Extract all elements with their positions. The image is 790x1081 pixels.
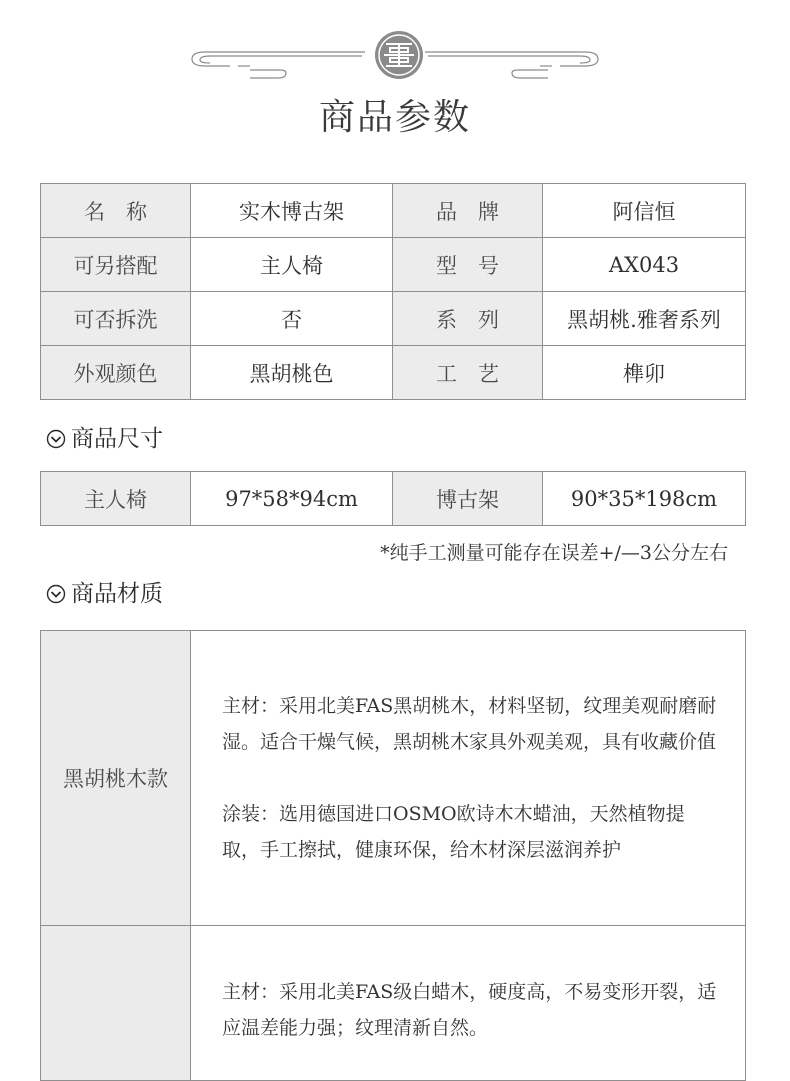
param-value: 黑胡桃色: [191, 346, 393, 400]
material-label: 黑胡桃木款: [41, 631, 191, 926]
param-label: 品 牌: [393, 184, 543, 238]
param-label: 工 艺: [393, 346, 543, 400]
page-title: 商品参数: [318, 97, 471, 138]
size-value: 90*35*198cm: [543, 472, 746, 526]
table-row: [41, 184, 746, 238]
param-value: 黑胡桃.雅奢系列: [543, 292, 746, 346]
chevron-circle-down-icon: [46, 584, 66, 604]
table-row: [41, 926, 746, 1081]
param-label: 外观颜色: [41, 346, 191, 400]
chevron-circle-down-icon: [46, 429, 66, 449]
params-table: [40, 183, 746, 400]
param-label: 可另搭配: [41, 238, 191, 292]
param-value: 实木博古架: [191, 184, 393, 238]
param-value: 阿信恒: [543, 184, 746, 238]
material-coating-text: 涂装：选用德国进口OSMO欧诗木木蜡油，天然植物提取，手工擦拭，健康环保，给木材深层滋润养护: [222, 803, 685, 861]
table-row: [41, 472, 746, 526]
param-value: AX043: [543, 238, 746, 292]
material-main-text: 主材：采用北美FAS级白蜡木，硬度高，不易变形开裂，适应温差能力强；纹理清新自然。: [222, 981, 717, 1039]
material-heading-text: 商品材质: [71, 581, 163, 607]
size-section-heading: [46, 424, 163, 454]
param-value: 否: [191, 292, 393, 346]
param-value: 榫卯: [543, 346, 746, 400]
chinese-ornament-divider-icon: [0, 0, 790, 100]
param-label: 名 称: [41, 184, 191, 238]
table-row: [41, 631, 746, 926]
size-heading-text: 商品尺寸: [71, 426, 163, 452]
material-description: [191, 926, 746, 1081]
param-label: 型 号: [393, 238, 543, 292]
material-section-heading: [46, 579, 163, 609]
size-value: 97*58*94cm: [191, 472, 393, 526]
material-label: [41, 926, 191, 1081]
size-table: [40, 471, 746, 526]
material-main-text: 主材：采用北美FAS黑胡桃木，材料坚韧，纹理美观耐磨耐湿。适合干燥气候，黑胡桃木家具外观美观，具有收藏价值: [222, 695, 717, 753]
size-label: 博古架: [393, 472, 543, 526]
measurement-note: *纯手工测量可能存在误差+/—3公分左右: [380, 542, 728, 564]
material-description: [191, 631, 746, 926]
size-label: 主人椅: [41, 472, 191, 526]
table-row: [41, 292, 746, 346]
param-label: 可否拆洗: [41, 292, 191, 346]
param-value: 主人椅: [191, 238, 393, 292]
param-label: 系 列: [393, 292, 543, 346]
table-row: [41, 346, 746, 400]
material-table: [40, 630, 746, 1081]
page-header: [0, 0, 790, 160]
table-row: [41, 238, 746, 292]
